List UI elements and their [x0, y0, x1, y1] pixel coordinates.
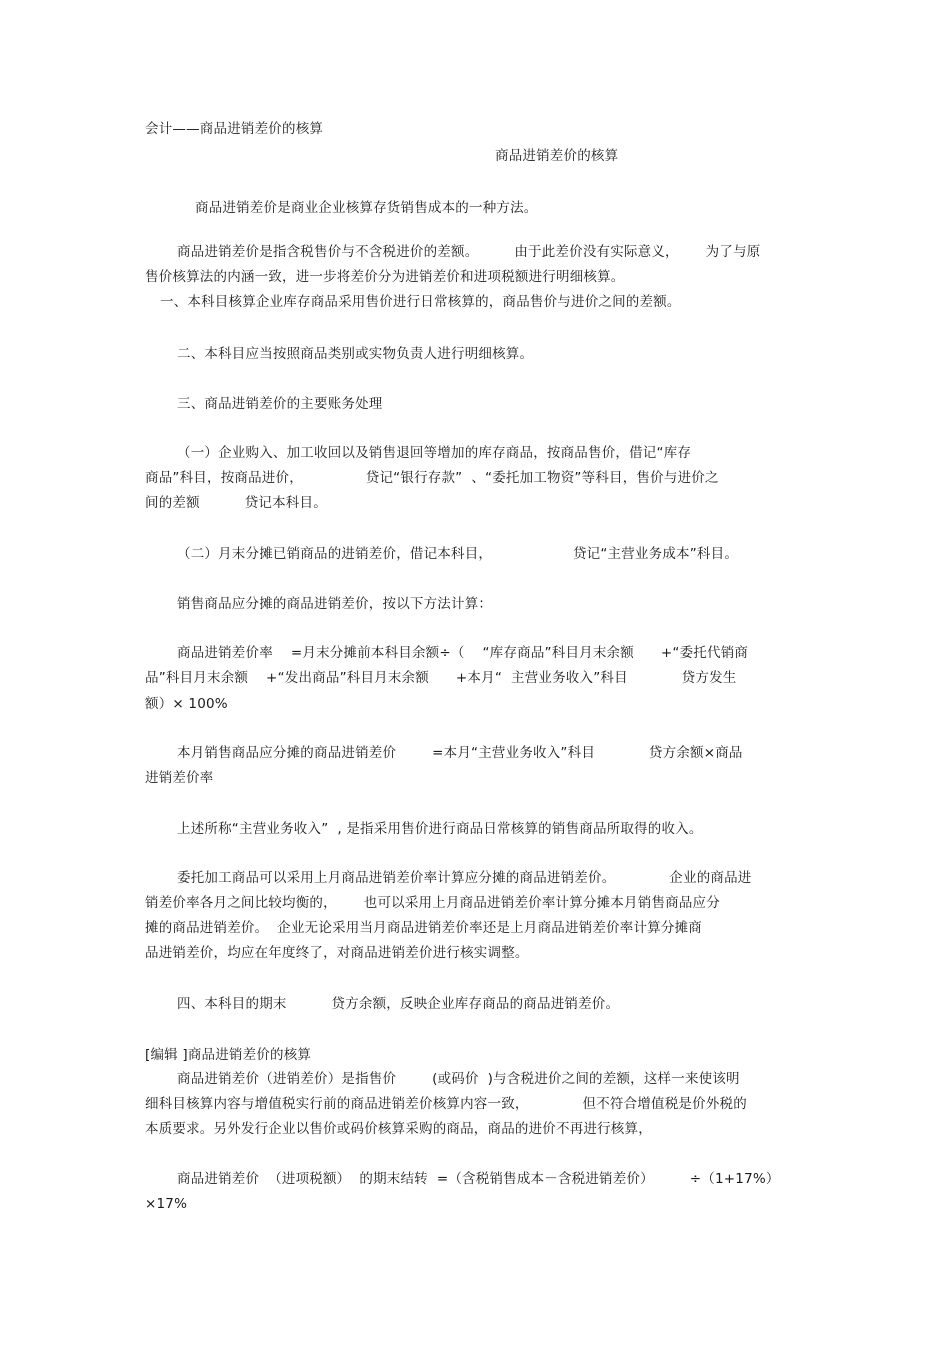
paragraph-line: 委托加工商品可以采用上月商品进销差价率计算应分摊的商品进销差价。 企业的商品进: [177, 870, 752, 886]
paragraph-line: 摊的商品进销差价。 企业无论采用当月商品进销差价率还是上月商品进销差价率计算分摊商: [145, 920, 702, 936]
paragraph-line: 本质要求。另外发行企业以售价或码价核算采购的商品，商品的进价不再进行核算，: [145, 1121, 652, 1137]
formula-line: 额）× 100%: [145, 696, 228, 712]
section-heading: [编辑 ]商品进销差价的核算: [145, 1047, 312, 1063]
doc-title: 商品进销差价的核算: [495, 148, 619, 164]
formula-line: ×17%: [145, 1196, 188, 1212]
paragraph-line: 二、本科目应当按照商品类别或实物负责人进行明细核算。: [177, 346, 534, 362]
paragraph-line: 四、本科目的期末 贷方余额，反映企业库存商品的商品进销差价。: [177, 996, 620, 1012]
paragraph-line: 商品进销差价是指含税售价与不含税进价的差额。 由于此差价没有实际意义， 为了与原: [177, 244, 761, 260]
paragraph-line: 上述所称“主营业务收入” , 是指采用售价进行商品日常核算的销售商品所取得的收入。: [177, 821, 703, 837]
formula-line: 商品进销差价 （进项税额） 的期末结转 =（含税销售成本－含税进销差价） ÷（1+17%）: [177, 1171, 780, 1187]
paragraph-line: 一、本科目核算企业库存商品采用售价进行日常核算的，商品售价与进价之间的差额。: [160, 294, 681, 310]
paragraph-line: 三、商品进销差价的主要账务处理: [177, 396, 383, 412]
formula-line: 进销差价率: [145, 770, 214, 786]
paragraph-line: 间的差额 贷记本科目。: [145, 495, 327, 511]
paragraph-line: 售价核算法的内涵一致，进一步将差价分为进销差价和进项税额进行明细核算。: [145, 269, 625, 285]
paragraph-line: （一）企业购入、加工收回以及销售退回等增加的库存商品，按商品售价，借记“库存: [177, 445, 692, 461]
formula-line: 商品进销差价率 =月末分摊前本科目余额÷（ “库存商品”科目月末余额 +“委托代销商: [177, 645, 749, 661]
paragraph-line: 商品进销差价（进销差价）是指售价 (或码价 )与含税进价之间的差额，这样一来使该明: [177, 1071, 740, 1087]
formula-line: 品”科目月末余额 +“发出商品”科目月末余额 +本月“ 主营业务收入”科目 贷方发生: [145, 670, 737, 686]
paragraph-line: 商品”科目，按商品进价， 贷记“银行存款” 、“委托加工物资”等科目，售价与进价之: [145, 470, 719, 486]
paragraph-line: 商品进销差价是商业企业核算存货销售成本的一种方法。: [195, 200, 538, 216]
formula-line: 本月销售商品应分摊的商品进销差价 =本月“主营业务收入”科目 贷方余额×商品: [177, 745, 743, 761]
paragraph-line: 细科目核算内容与增值税实行前的商品进销差价核算内容一致， 但不符合增值税是价外税的: [145, 1096, 747, 1112]
paragraph-line: 品进销差价，均应在年度终了，对商品进销差价进行核实调整。: [145, 945, 529, 961]
paragraph-line: 销售商品应分摊的商品进销差价，按以下方法计算：: [177, 596, 493, 612]
paragraph-line: 销差价率各月之间比较均衡的， 也可以采用上月商品进销差价率计算分摊本月销售商品应分: [145, 895, 720, 911]
paragraph-line: （二）月末分摊已销商品的进销差价，借记本科目， 贷记“主营业务成本”科目。: [177, 546, 739, 562]
doc-header: 会计——商品进销差价的核算: [145, 121, 324, 137]
